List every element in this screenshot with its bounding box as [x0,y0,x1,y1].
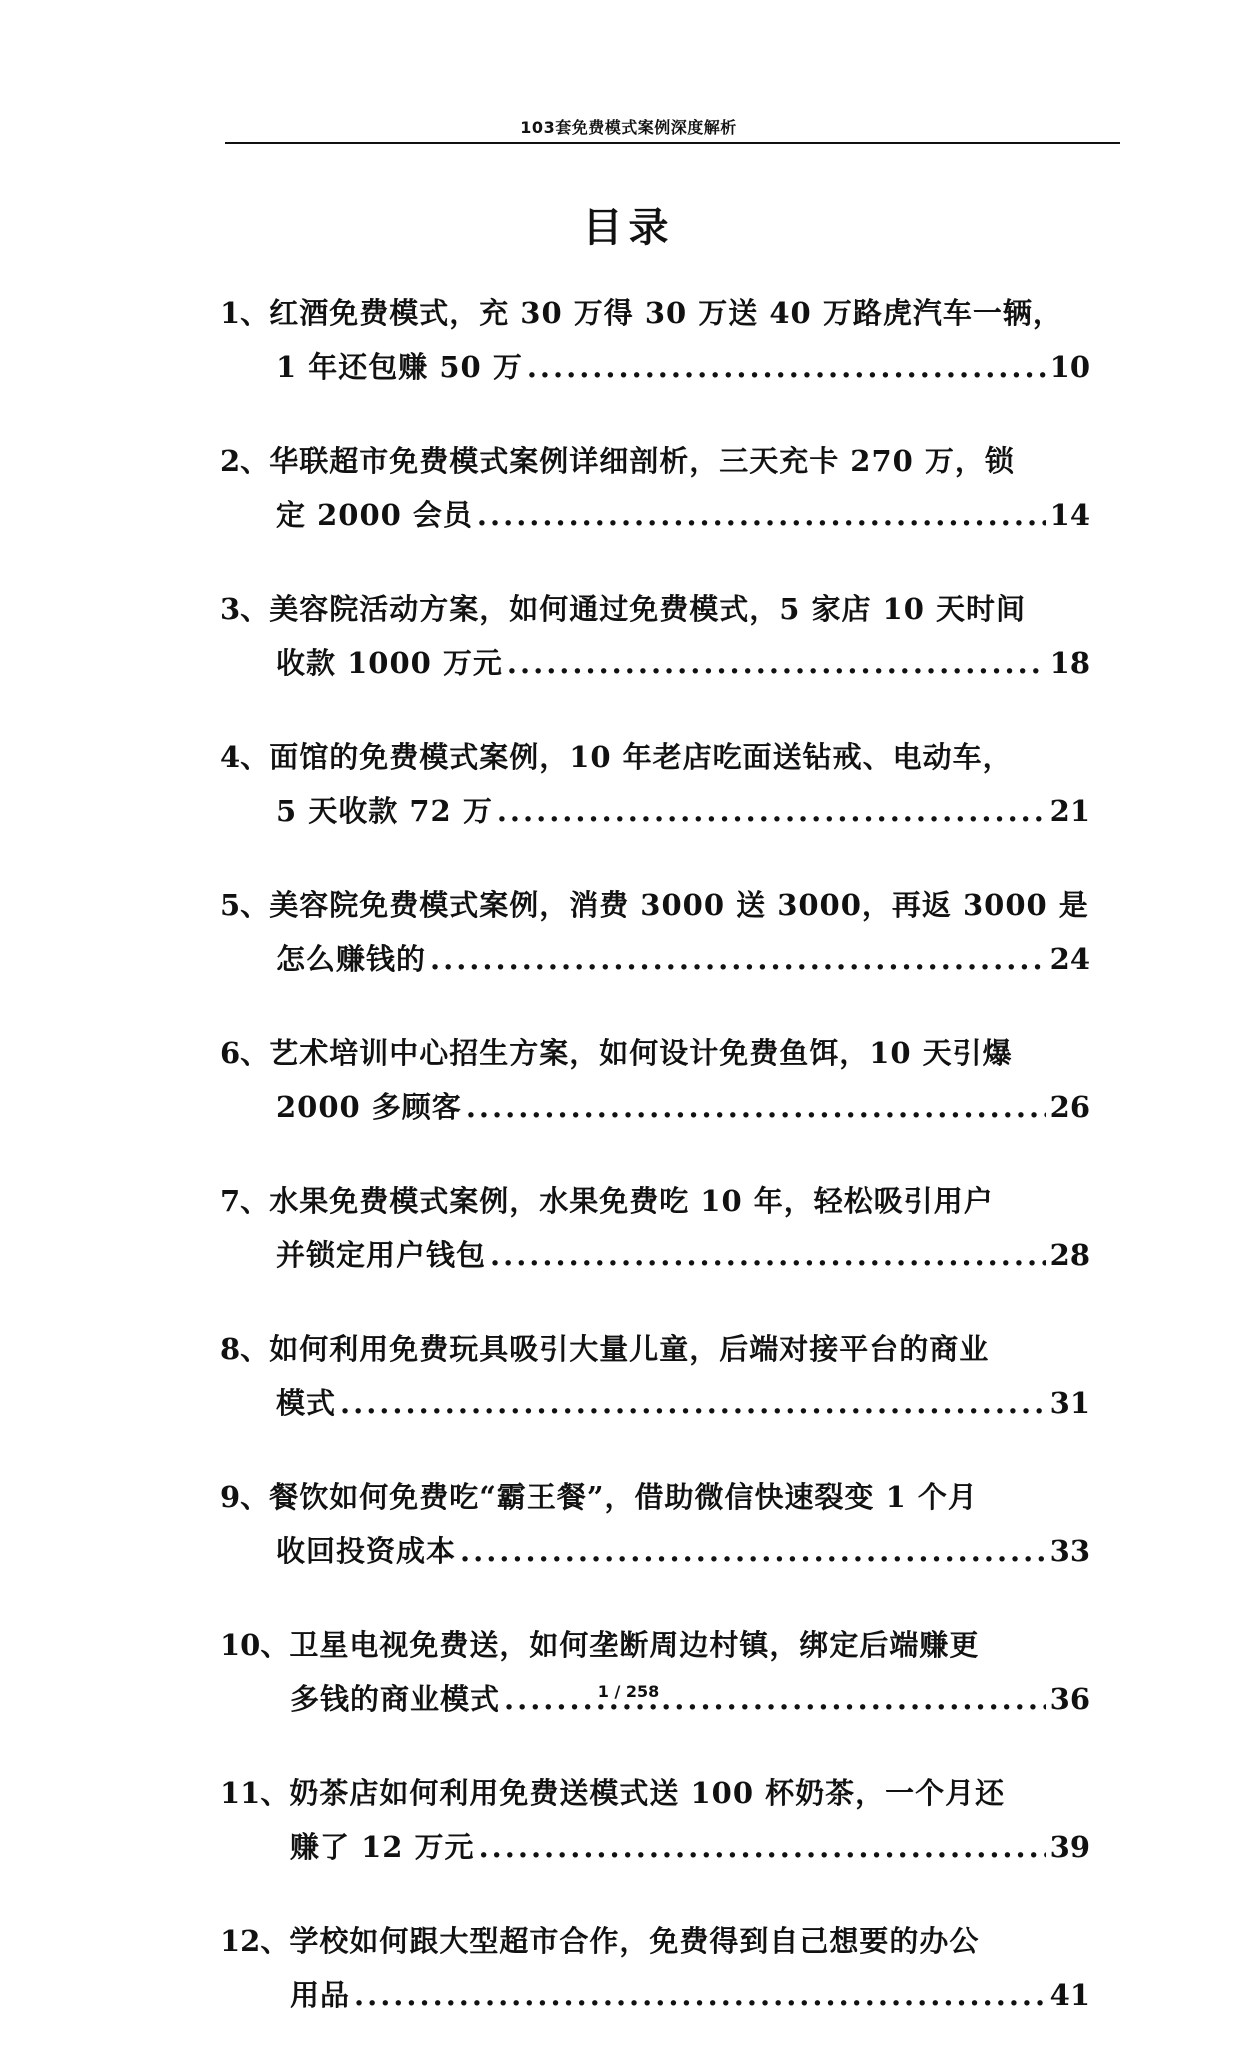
entry-continuation-line [220,1968,1150,2022]
entry-heading-line [220,1618,1150,1672]
entry-page-number: 24 [1049,942,1090,976]
entry-number: 6、 [220,1036,270,1070]
entry-continuation-line [220,488,1150,542]
entry-title-line1: 水果免费模式案例，水果免费吃 10 年，轻松吸引用户 [269,1184,994,1218]
toc-entry[interactable] [220,286,1150,394]
entry-heading-line [220,582,1150,636]
entry-continuation-line [220,1820,1150,1874]
dot-leader [479,1820,1046,1874]
entry-page-number: 31 [1049,1386,1090,1420]
dot-leader [490,1228,1046,1282]
entry-page-number: 10 [1049,350,1090,384]
entry-title-line2: 收回投资成本 [276,1534,457,1568]
entry-heading-line [220,730,1150,784]
dot-leader [497,784,1046,838]
entry-number: 5、 [220,888,270,922]
entry-heading-line [220,434,1150,488]
entry-continuation-line [220,932,1150,986]
entry-title-line1: 美容院活动方案，如何通过免费模式，5 家店 10 天时间 [269,592,1027,626]
entry-number: 11、 [220,1776,290,1810]
dot-leader [460,1524,1046,1578]
dot-leader [354,1968,1046,2022]
entry-heading-line [220,878,1150,932]
entry-continuation-line [220,1524,1150,1578]
entry-page-number: 41 [1049,1978,1090,2012]
entry-title-line1: 学校如何跟大型超市合作，免费得到自己想要的办公 [289,1924,980,1958]
entry-continuation-line [220,784,1150,838]
toc-entry[interactable] [220,1026,1150,1134]
toc-entry[interactable] [220,582,1150,690]
toc-entry[interactable] [220,434,1150,542]
entry-title-line1: 奶茶店如何利用免费送模式送 100 杯奶茶，一个月还 [289,1776,1006,1810]
entry-heading-line [220,1914,1150,1968]
entry-number: 10、 [220,1628,290,1662]
entry-page-number: 36 [1049,1682,1090,1716]
entry-continuation-line [220,1228,1150,1282]
entry-number: 1、 [220,296,270,330]
dot-leader [527,340,1046,394]
entry-title-line1: 红酒免费模式，充 30 万得 30 万送 40 万路虎汽车一辆， [269,296,1063,330]
running-header: 103套免费模式案例深度解析 [520,118,737,137]
entry-title-line2: 收款 1000 万元 [276,646,503,680]
entry-number: 2、 [220,444,270,478]
entry-title-line2: 多钱的商业模式 [290,1682,501,1716]
dot-leader [507,636,1046,690]
entry-title-line2: 模式 [276,1386,337,1420]
toc-title: 目录 [582,204,675,251]
entry-page-number: 21 [1049,794,1090,828]
toc-entry[interactable] [220,1470,1150,1578]
entry-title-line1: 美容院免费模式案例，消费 3000 送 3000，再返 3000 是 [269,888,1089,922]
entry-heading-line [220,1026,1150,1080]
dot-leader [340,1376,1046,1430]
entry-title-line1: 华联超市免费模式案例详细剖析，三天充卡 270 万，锁 [269,444,1015,478]
entry-title-line2: 1 年还包赚 50 万 [276,350,523,384]
toc-entry[interactable] [220,1322,1150,1430]
entry-title-line2: 怎么赚钱的 [276,942,427,976]
entry-title-line1: 卫星电视免费送，如何垄断周边村镇，绑定后端赚更 [289,1628,980,1662]
toc-entry[interactable] [220,730,1150,838]
entry-number: 7、 [220,1184,270,1218]
dot-leader [430,932,1046,986]
entry-continuation-line [220,1376,1150,1430]
entry-title-line1: 面馆的免费模式案例，10 年老店吃面送钻戒、电动车， [269,740,1013,774]
page-number: 1 / 258 [597,1682,660,1701]
entry-heading-line [220,1766,1150,1820]
toc-entry[interactable] [220,1618,1150,1726]
entry-page-number: 33 [1049,1534,1090,1568]
entry-page-number: 39 [1049,1830,1090,1864]
entry-title-line2: 2000 多顾客 [276,1090,462,1124]
entry-continuation-line [220,1080,1150,1134]
entry-title-line2: 赚了 12 万元 [290,1830,475,1864]
entry-number: 8、 [220,1332,270,1366]
entry-number: 3、 [220,592,270,626]
entry-number: 12、 [220,1924,290,1958]
entry-title-line2: 用品 [290,1978,351,2012]
entry-continuation-line [220,340,1150,394]
header-rule [225,142,1120,144]
entry-title-line2: 定 2000 会员 [276,498,473,532]
toc-entry[interactable] [220,1914,1150,2022]
entry-page-number: 14 [1049,498,1090,532]
entry-heading-line [220,1470,1150,1524]
entry-heading-line [220,1174,1150,1228]
entry-page-number: 18 [1049,646,1090,680]
entry-number: 9、 [220,1480,270,1514]
entry-title-line2: 5 天收款 72 万 [276,794,493,828]
entry-title-line1: 如何利用免费玩具吸引大量儿童，后端对接平台的商业 [269,1332,990,1366]
toc-entry[interactable] [220,878,1150,986]
entry-title-line2: 并锁定用户钱包 [276,1238,487,1272]
toc-list [220,286,1150,2062]
entry-continuation-line [220,636,1150,690]
dot-leader [466,1080,1046,1134]
dot-leader [477,488,1046,542]
entry-heading-line [220,1322,1150,1376]
toc-entry[interactable] [220,1174,1150,1282]
entry-number: 4、 [220,740,270,774]
entry-heading-line [220,286,1150,340]
entry-page-number: 28 [1049,1238,1090,1272]
entry-title-line1: 餐饮如何免费吃“霸王餐”，借助微信快速裂变 1 个月 [269,1480,978,1514]
entry-page-number: 26 [1049,1090,1090,1124]
entry-title-line1: 艺术培训中心招生方案，如何设计免费鱼饵，10 天引爆 [269,1036,1013,1070]
toc-entry[interactable] [220,1766,1150,1874]
